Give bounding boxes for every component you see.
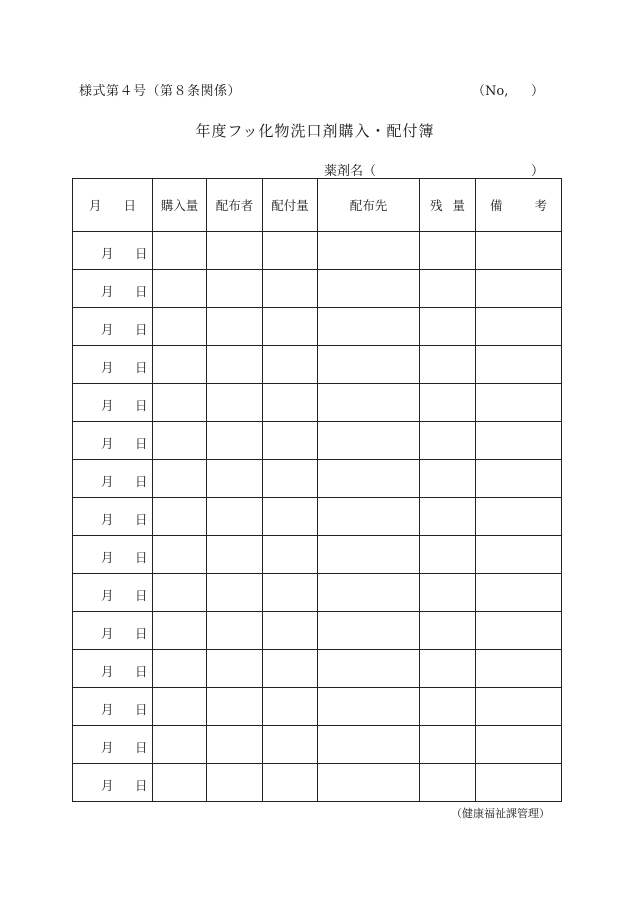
date-day-label: 日 — [135, 740, 148, 755]
distributed-amount-cell[interactable] — [263, 308, 318, 346]
date-day-label: 日 — [135, 550, 148, 565]
date-cell[interactable] — [73, 346, 153, 384]
notes-cell[interactable] — [476, 650, 562, 688]
distributed-amount-cell[interactable] — [263, 688, 318, 726]
distributed-amount-cell[interactable] — [263, 346, 318, 384]
date-day-label: 日 — [135, 284, 148, 299]
date-day-label: 日 — [135, 436, 148, 451]
document-number-field — [472, 80, 544, 99]
distributor-cell[interactable] — [207, 270, 263, 308]
date-cell[interactable] — [73, 498, 153, 536]
table-row — [73, 422, 562, 460]
date-cell[interactable] — [73, 650, 153, 688]
remaining-cell[interactable] — [420, 688, 476, 726]
notes-cell[interactable] — [476, 764, 562, 802]
remaining-cell[interactable] — [420, 764, 476, 802]
header-destination: 配布先 — [318, 179, 420, 232]
distributor-cell[interactable] — [207, 764, 263, 802]
distributor-cell[interactable] — [207, 232, 263, 270]
remaining-cell[interactable] — [420, 612, 476, 650]
header-distributor: 配布者 — [207, 179, 263, 232]
distributed-amount-cell[interactable] — [263, 726, 318, 764]
header-notes-a: 備 — [490, 198, 503, 213]
purchase-amount-cell[interactable] — [153, 346, 207, 384]
date-cell[interactable] — [73, 612, 153, 650]
remaining-cell[interactable] — [420, 574, 476, 612]
ledger-body — [73, 232, 562, 802]
purchase-amount-cell[interactable] — [153, 726, 207, 764]
table-row — [73, 308, 562, 346]
date-month-label: 月 — [101, 246, 114, 261]
date-month-label: 月 — [101, 474, 114, 489]
purchase-amount-cell[interactable] — [153, 232, 207, 270]
remaining-cell[interactable] — [420, 726, 476, 764]
distributed-amount-cell[interactable] — [263, 232, 318, 270]
document-number-close: ） — [530, 84, 544, 99]
date-day-label: 日 — [135, 474, 148, 489]
chemical-name-field — [324, 160, 544, 179]
destination-cell[interactable] — [318, 460, 420, 498]
distributor-cell[interactable] — [207, 726, 263, 764]
distributor-cell[interactable] — [207, 574, 263, 612]
remaining-cell[interactable] — [420, 384, 476, 422]
distributor-cell[interactable] — [207, 612, 263, 650]
destination-cell[interactable] — [318, 536, 420, 574]
remaining-cell[interactable] — [420, 270, 476, 308]
destination-cell[interactable] — [318, 422, 420, 460]
distributed-amount-cell[interactable] — [263, 650, 318, 688]
destination-cell[interactable] — [318, 612, 420, 650]
page-title: 年度フッ化物洗口剤購入・配付簿 — [195, 122, 435, 140]
destination-cell[interactable] — [318, 764, 420, 802]
date-day-label: 日 — [135, 626, 148, 641]
date-month-label: 月 — [101, 360, 114, 375]
purchase-amount-cell[interactable] — [153, 422, 207, 460]
remaining-cell[interactable] — [420, 498, 476, 536]
chemical-name-label: 薬剤名（ — [324, 164, 377, 179]
chemical-name-close: ） — [530, 164, 544, 179]
destination-cell[interactable] — [318, 688, 420, 726]
distributed-amount-cell[interactable] — [263, 270, 318, 308]
destination-cell[interactable] — [318, 232, 420, 270]
table-row — [73, 232, 562, 270]
notes-cell[interactable] — [476, 384, 562, 422]
distributed-amount-cell[interactable] — [263, 574, 318, 612]
distributed-amount-cell[interactable] — [263, 498, 318, 536]
destination-cell[interactable] — [318, 726, 420, 764]
table-row — [73, 688, 562, 726]
header-remaining-a: 残 — [430, 198, 443, 213]
date-month-label: 月 — [101, 626, 114, 641]
date-month-label: 月 — [101, 664, 114, 679]
notes-cell[interactable] — [476, 536, 562, 574]
date-day-label: 日 — [135, 512, 148, 527]
date-day-label: 日 — [135, 360, 148, 375]
remaining-cell[interactable] — [420, 460, 476, 498]
purchase-amount-cell[interactable] — [153, 270, 207, 308]
notes-cell[interactable] — [476, 726, 562, 764]
date-cell[interactable] — [73, 574, 153, 612]
distributor-cell[interactable] — [207, 346, 263, 384]
destination-cell[interactable] — [318, 384, 420, 422]
date-cell[interactable] — [73, 384, 153, 422]
distributed-amount-cell[interactable] — [263, 460, 318, 498]
remaining-cell[interactable] — [420, 650, 476, 688]
distributor-cell[interactable] — [207, 384, 263, 422]
distributor-cell[interactable] — [207, 460, 263, 498]
date-day-label: 日 — [135, 664, 148, 679]
purchase-amount-cell[interactable] — [153, 688, 207, 726]
destination-cell[interactable] — [318, 498, 420, 536]
distributor-cell[interactable] — [207, 536, 263, 574]
notes-cell[interactable] — [476, 574, 562, 612]
date-month-label: 月 — [101, 322, 114, 337]
notes-cell[interactable] — [476, 270, 562, 308]
date-cell[interactable] — [73, 764, 153, 802]
remaining-cell[interactable] — [420, 232, 476, 270]
destination-cell[interactable] — [318, 574, 420, 612]
destination-cell[interactable] — [318, 346, 420, 384]
header-purchase-amount: 購入量 — [153, 179, 207, 232]
date-cell[interactable] — [73, 308, 153, 346]
purchase-amount-cell[interactable] — [153, 460, 207, 498]
remaining-cell[interactable] — [420, 346, 476, 384]
date-month-label: 月 — [101, 512, 114, 527]
date-day-label: 日 — [135, 322, 148, 337]
header-date-day: 日 — [123, 198, 136, 213]
header-distributed-amount: 配付量 — [263, 179, 318, 232]
purchase-amount-cell[interactable] — [153, 612, 207, 650]
notes-cell[interactable] — [476, 460, 562, 498]
notes-cell[interactable] — [476, 232, 562, 270]
date-cell[interactable] — [73, 688, 153, 726]
header-date-month: 月 — [89, 198, 102, 213]
purchase-amount-cell[interactable] — [153, 384, 207, 422]
date-month-label: 月 — [101, 778, 114, 793]
notes-cell[interactable] — [476, 612, 562, 650]
notes-cell[interactable] — [476, 308, 562, 346]
header-remaining-b: 量 — [452, 198, 465, 213]
notes-cell[interactable] — [476, 422, 562, 460]
remaining-cell[interactable] — [420, 308, 476, 346]
distributed-amount-cell[interactable] — [263, 612, 318, 650]
distributed-amount-cell[interactable] — [263, 764, 318, 802]
date-month-label: 月 — [101, 284, 114, 299]
date-day-label: 日 — [135, 702, 148, 717]
table-row — [73, 384, 562, 422]
notes-cell[interactable] — [476, 498, 562, 536]
purchase-amount-cell[interactable] — [153, 536, 207, 574]
header-remaining — [420, 179, 476, 232]
table-header-row — [73, 179, 562, 232]
date-month-label: 月 — [101, 702, 114, 717]
date-cell[interactable] — [73, 422, 153, 460]
purchase-amount-cell[interactable] — [153, 574, 207, 612]
date-month-label: 月 — [101, 398, 114, 413]
date-day-label: 日 — [135, 588, 148, 603]
date-cell[interactable] — [73, 270, 153, 308]
distributor-cell[interactable] — [207, 422, 263, 460]
notes-cell[interactable] — [476, 688, 562, 726]
form-number: 様式第４号（第８条関係） — [79, 84, 242, 99]
distributed-amount-cell[interactable] — [263, 536, 318, 574]
destination-cell[interactable] — [318, 650, 420, 688]
date-cell[interactable] — [73, 232, 153, 270]
distributed-amount-cell[interactable] — [263, 422, 318, 460]
header-notes-b: 考 — [534, 198, 547, 213]
date-day-label: 日 — [135, 778, 148, 793]
document-number-label: （No, — [472, 84, 509, 99]
distributed-amount-cell[interactable] — [263, 384, 318, 422]
remaining-cell[interactable] — [420, 536, 476, 574]
purchase-amount-cell[interactable] — [153, 498, 207, 536]
table-row — [73, 574, 562, 612]
table-row — [73, 536, 562, 574]
distributor-cell[interactable] — [207, 650, 263, 688]
table-row — [73, 650, 562, 688]
distributor-cell[interactable] — [207, 498, 263, 536]
remaining-cell[interactable] — [420, 422, 476, 460]
distributor-cell[interactable] — [207, 688, 263, 726]
destination-cell[interactable] — [318, 308, 420, 346]
table-row — [73, 726, 562, 764]
table-row — [73, 764, 562, 802]
table-row — [73, 612, 562, 650]
header-notes — [476, 179, 562, 232]
date-month-label: 月 — [101, 588, 114, 603]
distributor-cell[interactable] — [207, 308, 263, 346]
footer-department: （健康福祉課管理） — [451, 807, 550, 820]
table-row — [73, 498, 562, 536]
date-day-label: 日 — [135, 398, 148, 413]
date-month-label: 月 — [101, 550, 114, 565]
notes-cell[interactable] — [476, 346, 562, 384]
purchase-amount-cell[interactable] — [153, 650, 207, 688]
date-cell[interactable] — [73, 726, 153, 764]
date-month-label: 月 — [101, 740, 114, 755]
purchase-amount-cell[interactable] — [153, 308, 207, 346]
purchase-amount-cell[interactable] — [153, 764, 207, 802]
ledger-table — [72, 178, 562, 802]
table-row — [73, 270, 562, 308]
destination-cell[interactable] — [318, 270, 420, 308]
date-cell[interactable] — [73, 460, 153, 498]
date-day-label: 日 — [135, 246, 148, 261]
date-cell[interactable] — [73, 536, 153, 574]
table-row — [73, 460, 562, 498]
header-date — [73, 179, 153, 232]
date-month-label: 月 — [101, 436, 114, 451]
table-row — [73, 346, 562, 384]
